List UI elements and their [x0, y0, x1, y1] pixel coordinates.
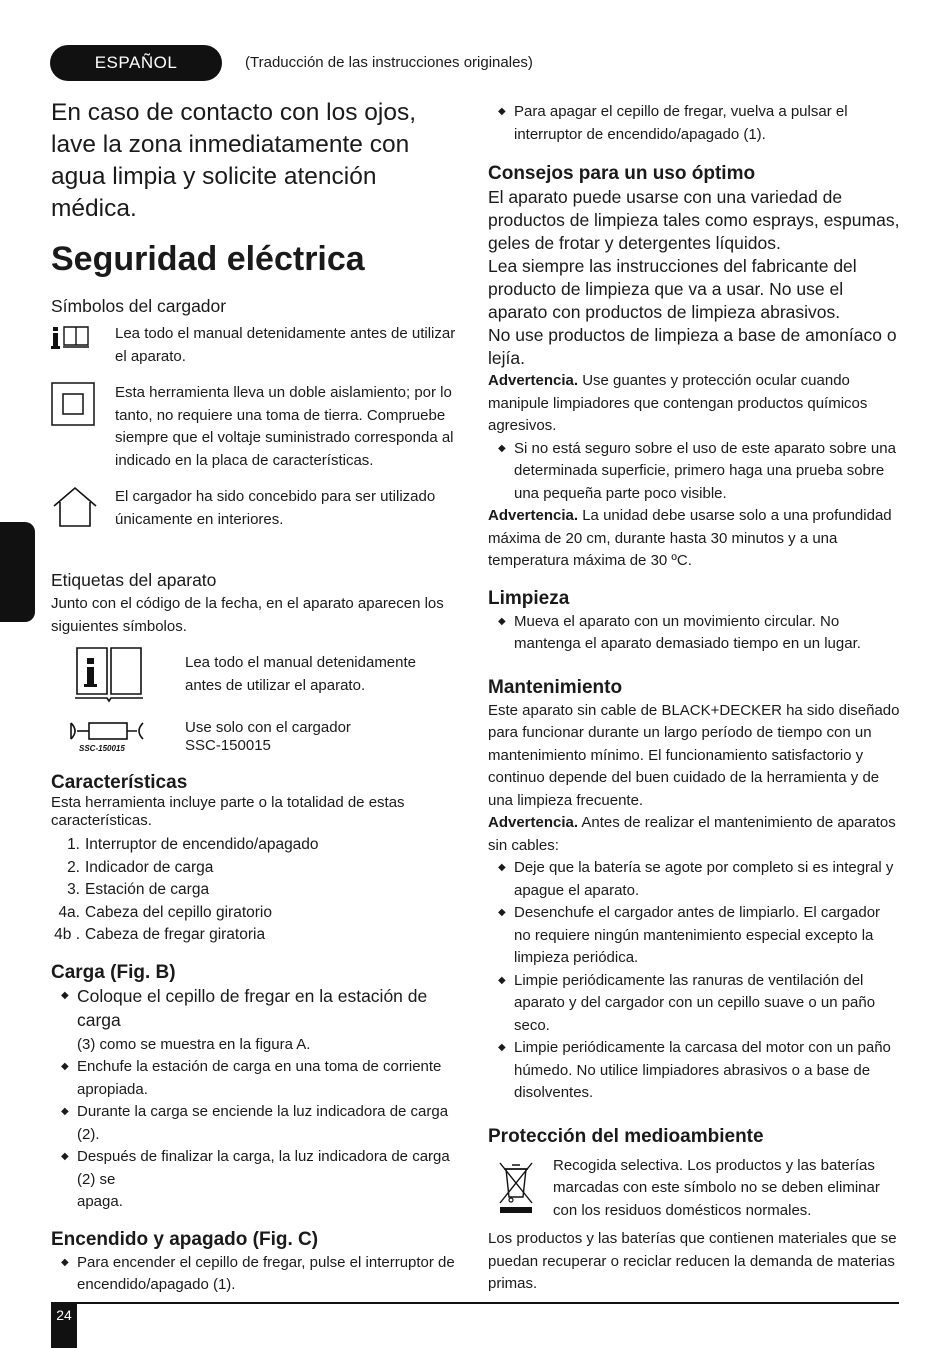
open-book-info-icon: [51, 644, 185, 709]
maintenance-paragraph: Este aparato sin cable de BLACK+DECKER ha sido diseñado para funcionar durante un largo período de tiempo con un mantenimiento mínimo. El funcionamiento satisfactorio y continuo depende del buen cuidado de la herramienta y de una limpieza frecuente.: [488, 701, 900, 809]
tips-paragraph-3: No use productos de limpieza a base de amoníaco o lejía.: [488, 325, 897, 368]
feature-number: 3.: [67, 881, 80, 898]
symbol-indoor-use: [51, 486, 461, 533]
environment-symbol-row: [488, 1155, 900, 1223]
environment-symbol-text: Recogida selectiva. Los productos y las baterías marcadas con este símbolo no se deben eliminar con los residuos domésticos normales.: [553, 1156, 880, 1219]
house-icon: [51, 486, 115, 533]
charge-bullet-1: ◆ Coloque el cepillo de fregar en la estación de carga (3) como se muestra en la figura A.: [51, 985, 461, 1057]
diamond-bullet-icon: ◆: [498, 106, 506, 117]
feature-text: Indicador de carga: [85, 858, 214, 876]
tips-heading: Consejos para un uso óptimo: [488, 163, 756, 184]
feature-item: [51, 857, 461, 880]
feature-text: Interruptor de encendido/apagado: [85, 836, 319, 853]
footer-rule: [51, 1302, 899, 1304]
appliance-labels-intro: Junto con el código de la fecha, en el aparato aparecen los siguientes símbolos.: [51, 595, 444, 635]
label-read-manual: [51, 644, 461, 709]
double-insulation-text: Esta herramienta lleva un doble aislamiento; por lo tanto, no requiere una toma de tierra. Compruebe siempre que el voltaje suministrado corresponda al indicado en la placa de características.: [115, 384, 454, 469]
right-column: [488, 101, 900, 1296]
tips-bullet-1: ◆ Si no está seguro sobre el uso de este aparato sobre una determinada superficie, primero haga una prueba sobre una pequeña parte poco visible.: [488, 438, 900, 506]
feature-item: [51, 834, 461, 857]
environment-heading: Protección del medioambiente: [488, 1125, 764, 1147]
feature-number: 1.: [67, 836, 80, 853]
on-off-heading: Encendido y apagado (Fig. C): [51, 1228, 319, 1250]
feature-text: Cabeza del cepillo giratorio: [85, 903, 272, 921]
electric-safety-heading: Seguridad eléctrica: [51, 240, 365, 278]
feature-item: [51, 879, 461, 902]
label-read-manual-text: Lea todo el manual detenidamente antes de utilizar el aparato.: [185, 654, 417, 694]
indoor-use-text: El cargador ha sido concebido para ser utilizado únicamente en interiores.: [115, 488, 436, 528]
feature-number: 4a.: [58, 903, 80, 921]
feature-number: 2.: [67, 858, 80, 876]
charger-plug-icon: [51, 717, 185, 758]
feature-item: [51, 902, 461, 925]
maintenance-bullet-1: ◆ Deje que la batería se agote por completo si es integral y apague el aparato.: [488, 857, 900, 902]
translation-note: (Traducción de las instrucciones originales): [245, 54, 533, 71]
section-side-tab: [0, 522, 35, 622]
double-insulation-icon: [51, 382, 115, 431]
diamond-bullet-icon: ◆: [498, 1042, 506, 1053]
charging-heading: Carga (Fig. B): [51, 961, 176, 983]
feature-number: 4b .: [54, 926, 80, 943]
symbol-read-manual: [51, 323, 461, 368]
diamond-bullet-icon: ◆: [61, 1061, 69, 1072]
diamond-bullet-icon: ◆: [61, 1106, 69, 1117]
diamond-bullet-icon: ◆: [498, 862, 506, 873]
feature-item: [51, 924, 461, 947]
features-heading: Características: [51, 772, 188, 793]
on-off-bullet-2: ◆ Para apagar el cepillo de fregar, vuelva a pulsar el interruptor de encendido/apagado (1).: [488, 101, 900, 146]
diamond-bullet-icon: ◆: [61, 1151, 69, 1162]
language-label: ESPAÑOL: [94, 53, 178, 72]
page-number: 24: [51, 1303, 77, 1348]
diamond-bullet-icon: ◆: [498, 442, 506, 454]
tips-warning-1: Advertencia. Use guantes y protección ocular cuando manipule limpiadores que contengan productos químicos agresivos.: [488, 372, 868, 434]
symbol-double-insulation: [51, 382, 461, 472]
tips-paragraph-1: El aparato puede usarse con una variedad de productos de limpieza tales como esprays, espumas, geles de frotar y detergentes líquidos.: [488, 187, 900, 253]
charger-symbols-heading: Símbolos del cargador: [51, 296, 227, 316]
cleaning-bullet-1: ◆ Mueva el aparato con un movimiento circular. No mantenga el aparato demasiado tiempo en un lugar.: [488, 611, 900, 656]
maintenance-bullet-3: ◆ Limpie periódicamente las ranuras de ventilación del aparato y del cargador con un cepillo suave o un paño seco.: [488, 970, 900, 1038]
read-manual-text: Lea todo el manual detenidamente antes de utilizar el aparato.: [115, 325, 456, 365]
label-charger-only: [51, 717, 461, 758]
maintenance-bullet-4: ◆ Limpie periódicamente la carcasa del motor con un paño húmedo. No utilice limpiadores abrasivos o a base de disolventes.: [488, 1037, 900, 1105]
label-charger-only-text: Use solo con el cargador SSC-150015: [185, 719, 351, 754]
diamond-bullet-icon: ◆: [498, 615, 506, 627]
cleaning-heading: Limpieza: [488, 587, 570, 609]
charge-bullet-2: ◆ Enchufe la estación de carga en una toma de corriente apropiada.: [51, 1056, 461, 1101]
feature-text: Estación de carga: [85, 881, 210, 898]
feature-text: Cabeza de fregar giratoria: [85, 926, 266, 943]
language-badge: [50, 45, 222, 81]
features-list: [51, 834, 461, 947]
on-off-bullet-1: ◆ Para encender el cepillo de fregar, pulse el interruptor de encendido/apagado (1).: [51, 1252, 461, 1297]
diamond-bullet-icon: ◆: [498, 974, 506, 986]
maintenance-bullet-2: ◆ Desenchufe el cargador antes de limpiarlo. El cargador no requiere ningún mantenimiento especial excepto la limpieza periódica.: [488, 902, 900, 970]
charge-bullet-4: ◆ Después de finalizar la carga, la luz indicadora de carga (2) se apaga.: [51, 1146, 461, 1214]
left-column: [51, 95, 461, 1297]
maintenance-warning: Advertencia. Antes de realizar el mantenimiento de aparatos sin cables:: [488, 814, 896, 854]
tips-paragraph-2: Lea siempre las instrucciones del fabricante del producto de limpieza que va a usar. No use el aparato con productos de limpieza abrasivos.: [488, 256, 857, 322]
appliance-labels-heading: Etiquetas del aparato: [51, 570, 217, 590]
tips-warning-2: Advertencia. La unidad debe usarse solo a una profundidad máxima de 20 cm, durante hasta 30 minutos y a una temperatura máxima de 30 ºC.: [488, 507, 892, 569]
crossed-bin-icon: [488, 1155, 553, 1223]
environment-paragraph: Los productos y las baterías que contienen materiales que se puedan recuperar o reciclar reducen la demanda de materias primas.: [488, 1230, 897, 1292]
diamond-bullet-icon: ◆: [61, 989, 69, 1001]
eye-contact-warning: En caso de contacto con los ojos, lave la zona inmediatamente con agua limpia y solicite atención médica.: [51, 99, 416, 222]
maintenance-heading: Mantenimiento: [488, 676, 623, 698]
diamond-bullet-icon: ◆: [498, 907, 506, 918]
features-intro: Esta herramienta incluye parte o la totalidad de estas características.: [51, 794, 405, 829]
charge-bullet-3: ◆ Durante la carga se enciende la luz indicadora de carga (2).: [51, 1101, 461, 1146]
diamond-bullet-icon: ◆: [61, 1256, 69, 1268]
charger-model-icon-text: SSC-150015: [79, 744, 125, 753]
read-manual-icon: [51, 323, 115, 358]
